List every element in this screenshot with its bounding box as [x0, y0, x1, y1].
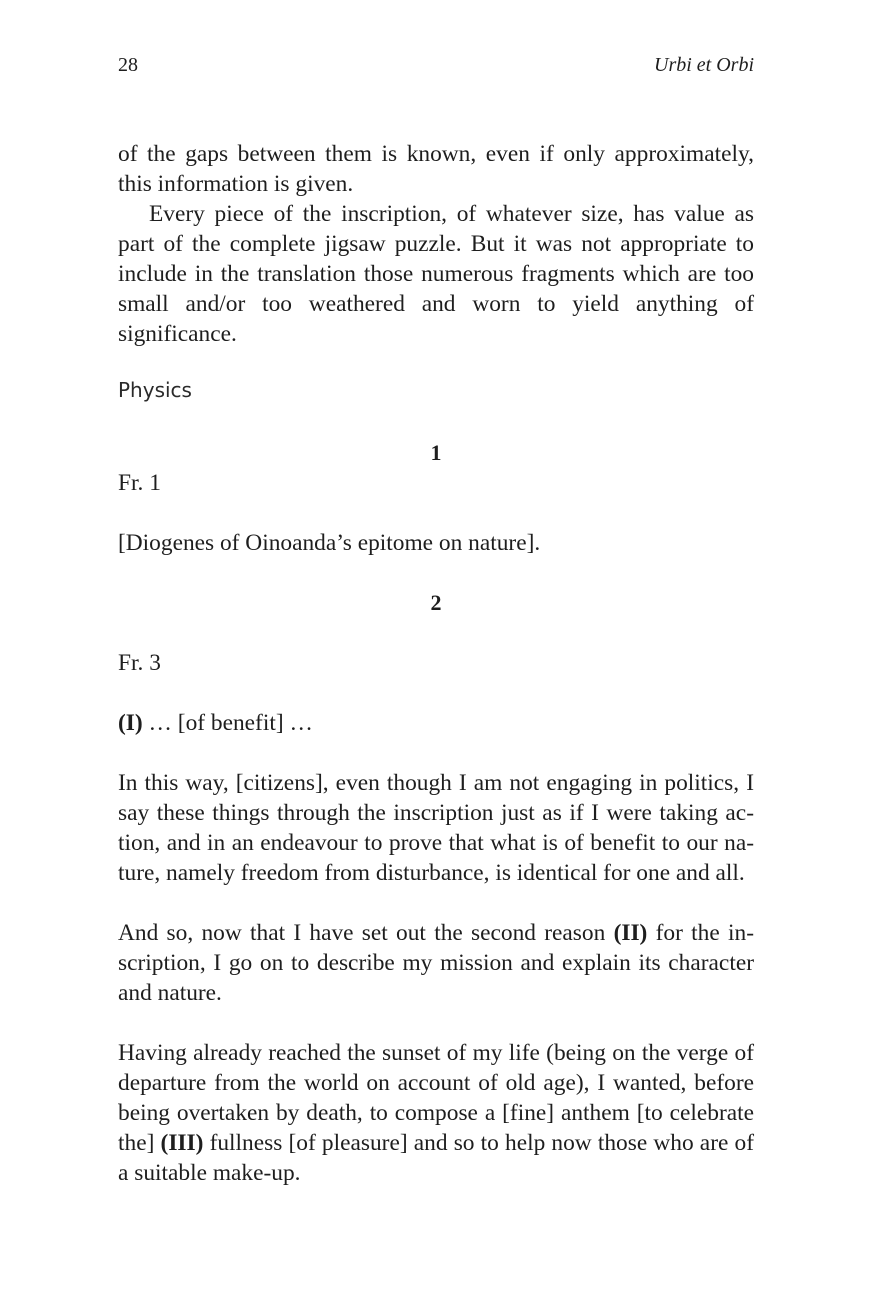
book-page [118, 0, 754, 1300]
fragment-text: … [of benefit] … [142, 710, 313, 736]
column-marker-line [118, 708, 313, 738]
paragraph-text: fullness [of pleasure] and so to help now those who are of a suitable make-up. [118, 1130, 754, 1186]
fragment-reference: Fr. 1 [118, 470, 161, 496]
column-marker: (III) [160, 1130, 204, 1156]
paragraph-text: Having already reached the sunset of my life (being on the verge of departure from the world on account of old age), I wanted, before being overtaken by death, to compose a [fine] anthem [to celebrate the] [118, 1040, 754, 1156]
entry-number: 1 [430, 440, 442, 465]
fragment-reference: Fr. 3 [118, 650, 161, 676]
fragment-text: [Diogenes of Oinoanda’s epitome on nature]. [118, 530, 541, 556]
intro-paragraph-continued: of the gaps between them is known, even if only approximately, this information is given. [118, 141, 754, 197]
intro-paragraph: Every piece of the inscription, of whatever size, has value as part of the complete jigsaw puzzle. But it was not appropriate to include in the translation those numerous fragments which are too small and/or too weathered and worn to yield anything of significance. [118, 201, 754, 347]
running-title: Urbi et Orbi [654, 54, 754, 76]
fragment-paragraph: In this way, [citizens], even though I am not engaging in politics, I say these things through the inscription just as if I were taking action, and in an endeavour to prove that what is of benefit to our nature, namely freedom from disturbance, is identical for one and all. [118, 770, 754, 886]
column-marker: (I) [118, 710, 143, 736]
paragraph-text: for the inscription, I go on to describe my mission and explain its character and nature. [118, 920, 754, 1006]
column-marker: (II) [613, 920, 648, 946]
fragment-paragraph [118, 1038, 754, 1188]
page-number: 28 [118, 54, 138, 76]
entry-number: 2 [430, 590, 442, 615]
paragraph-text: And so, now that I have set out the second reason [118, 920, 614, 946]
fragment-paragraph [118, 918, 754, 1008]
section-heading: Physics [118, 378, 192, 402]
running-head [118, 54, 754, 80]
